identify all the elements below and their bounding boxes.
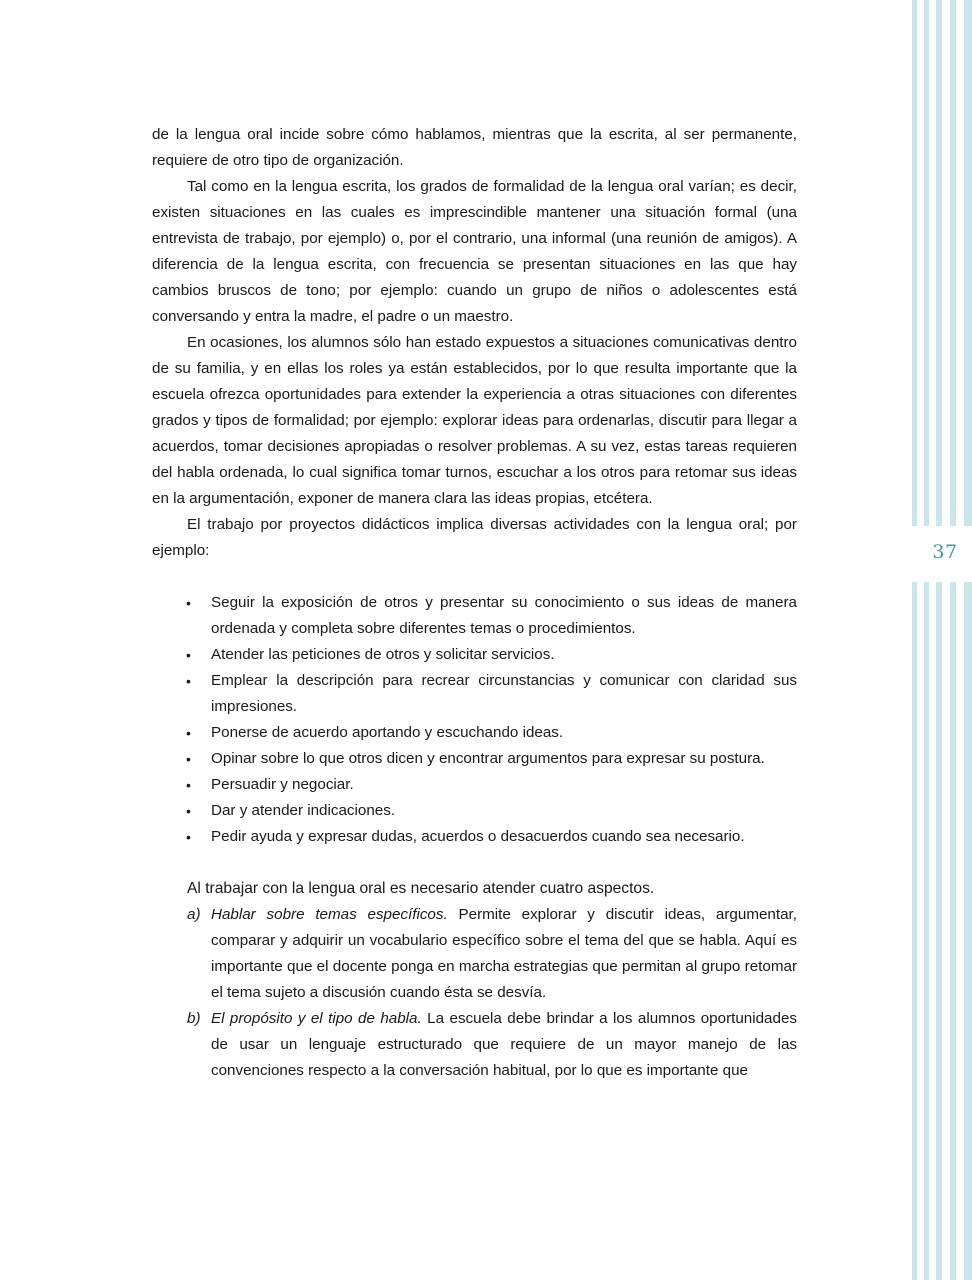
list-item — [152, 668, 797, 720]
bullet-icon: • — [186, 803, 191, 819]
list-item — [152, 746, 797, 772]
bullet-icon: • — [186, 777, 191, 793]
stripe — [950, 582, 956, 1280]
list-item-text: Opinar sobre lo que otros dicen y encontrar argumentos para expresar su postura. — [211, 750, 765, 767]
aspect-text: La escuela debe brindar a los alumnos oportunidades de usar un lenguaje estructurado que requiere de un mayor manejo de las convenciones respecto a la conversación habitual, por lo que es importante que — [211, 1010, 797, 1079]
list-item-text: Emplear la descripción para recrear circunstancias y comunicar con claridad sus impresiones. — [211, 672, 797, 715]
bullet-icon: • — [186, 673, 191, 689]
bullet-icon: • — [186, 829, 191, 845]
list-item-text: Ponerse de acuerdo aportando y escuchando ideas. — [211, 724, 564, 741]
aspects-lead: Al trabajar con la lengua oral es necesario atender cuatro aspectos. — [187, 880, 655, 897]
aspect-item — [152, 1006, 797, 1084]
list-item — [152, 798, 797, 824]
stripe — [924, 582, 929, 1280]
list-item — [152, 824, 797, 850]
stripe — [936, 0, 942, 526]
page-body — [152, 122, 797, 1084]
list-item — [152, 590, 797, 642]
bullet-icon: • — [186, 725, 191, 741]
bullet-icon: • — [186, 595, 191, 611]
bullet-icon: • — [186, 751, 191, 767]
stripe — [964, 582, 972, 1280]
stripe — [936, 582, 942, 1280]
aspect-title: Hablar sobre temas específicos. — [211, 906, 448, 923]
aspect-marker: b) — [187, 1010, 201, 1027]
aspect-item — [152, 902, 797, 1006]
aspect-marker: a) — [187, 906, 201, 923]
aspects-list — [152, 902, 797, 1084]
bullet-icon: • — [186, 647, 191, 663]
activities-list — [152, 590, 797, 850]
list-item-text: Dar y atender indicaciones. — [211, 802, 396, 819]
decorative-edge-stripes — [912, 0, 972, 1280]
list-item — [152, 720, 797, 746]
paragraph-continuation: de la lengua oral incide sobre cómo hablamos, mientras que la escrita, al ser permanente, requiere de otro tipo de organización. — [152, 126, 797, 169]
paragraph-formality: Tal como en la lengua escrita, los grados de formalidad de la lengua oral varían; es decir, existen situaciones en las cuales es imprescindible mantener una situación formal (una entrevista de trabajo, por ejemplo) o, por el contrario, una informal (una reunión de amigos). A diferencia de la lengua escrita, con frecuencia se presentan situaciones en las que hay cambios bruscos de tono; por ejemplo: cuando un grupo de niños o adolescentes está conversando y entra la madre, el padre o un maestro. — [152, 178, 797, 325]
page-number: 37 — [932, 541, 958, 563]
list-item-text: Atender las peticiones de otros y solicitar servicios. — [211, 646, 555, 663]
stripe — [950, 0, 956, 526]
aspect-title: El propósito y el tipo de habla. — [211, 1010, 422, 1027]
stripe — [924, 0, 929, 526]
list-item-text: Persuadir y negociar. — [211, 776, 354, 793]
paragraph-projects: El trabajo por proyectos didácticos implica diversas actividades con la lengua oral; por ejemplo: — [152, 516, 797, 559]
list-item — [152, 772, 797, 798]
stripe — [912, 0, 917, 526]
stripe — [964, 0, 972, 526]
aspect-text: Permite explorar y discutir ideas, argumentar, comparar y adquirir un vocabulario específico sobre el tema del que se habla. Aquí es importante que el docente ponga en marcha estrategias que permitan al grupo retomar el tema sujeto a discusión cuando ésta se desvía. — [211, 906, 797, 1001]
paragraph-situations: En ocasiones, los alumnos sólo han estado expuestos a situaciones comunicativas dentro de su familia, y en ellas los roles ya están establecidos, por lo que resulta importante que la escuela ofrezca oportunidades para extender la experiencia a otras situaciones con diferentes grados y tipos de formalidad; por ejemplo: explorar ideas para ordenarlas, discutir para llegar a acuerdos, tomar decisiones apropiadas o resolver problemas. A su vez, estas tareas requieren del habla ordenada, lo cual significa tomar turnos, escuchar a los otros para retomar sus ideas en la argumentación, exponer de manera clara las ideas propias, etcétera. — [152, 334, 797, 507]
stripe — [912, 582, 917, 1280]
list-item — [152, 642, 797, 668]
list-item-text: Seguir la exposición de otros y presentar su conocimiento o sus ideas de manera ordenada y completa sobre diferentes temas o procedimientos. — [211, 594, 797, 637]
list-item-text: Pedir ayuda y expresar dudas, acuerdos o desacuerdos cuando sea necesario. — [211, 828, 745, 845]
